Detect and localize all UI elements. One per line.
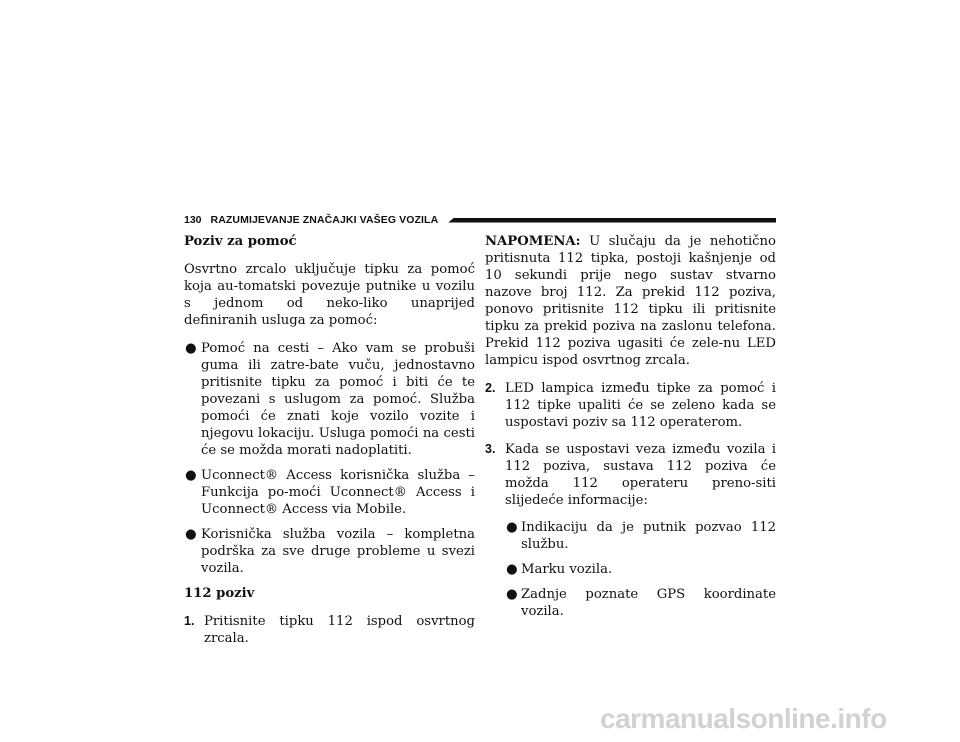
intro-paragraph: Osvrtno zrcalo uključuje tipku za pomoć koja au-tomatski povezuje putnike u vozilu s jednom od neko-liko unaprijed definiranih usluga za pomoć: <box>184 262 475 328</box>
list-item-text: Marku vozila. <box>521 562 613 577</box>
list-item-text: Korisnička služba vozila – kompletna podrška za sve druge probleme u svezi vozila. <box>201 527 475 576</box>
list-item-text: Indikaciju da je putnik pozvao 112 službu. <box>521 520 776 552</box>
list-item-text: Uconnect® Access korisnička služba – Funkcija po-moći Uconnect® Access i Uconnect® Access via Mobile. <box>201 468 475 517</box>
list-item <box>184 340 475 459</box>
step-text: Kada se uspostavi veza između vozila i 112 poziva, sustava 112 poziva će možda 112 operateru preno-siti slijedeće informacije: <box>505 442 776 508</box>
note-text: U slučaju da je nehotično pritisnuta 112 tipka, postoji kašnjenje od 10 sekundi prije nego sustav stvarno nazove broj 112. Za prekid 112 poziva, ponovo pritisnite 112 tipku ili pritisnite tipku za prekid poziva na zaslonu telefona. Prekid 112 poziva ugasiti će zele-nu LED lampicu ispod osvrtnog zrcala. <box>485 234 776 368</box>
step-number: 2. <box>485 381 496 395</box>
bullet-icon: ● <box>506 520 518 535</box>
step-text: Pritisnite tipku 112 ispod osvrtnog zrcala. <box>204 614 475 646</box>
step-3 <box>485 441 776 620</box>
list-item <box>505 519 776 553</box>
list-item <box>505 561 776 578</box>
header-rule <box>448 218 776 223</box>
watermark: carmanualsonline.info <box>600 703 887 734</box>
list-item <box>184 526 475 577</box>
bullet-icon: ● <box>185 341 197 356</box>
list-item-text: Pomoć na cesti – Ako vam se probuši guma ili zatre-bate vuču, jednostavno pritisnite tipku za pomoć i biti će te povezani s uslugom za pomoć. Služba pomoći će znati koje vozilo vozite i njegovu lokaciju. Usluga pomoći na cesti će se možda morati nadoplatiti. <box>201 341 475 458</box>
list-item <box>184 467 475 518</box>
steps-list-right <box>485 380 776 620</box>
steps-list-left <box>184 613 475 647</box>
bullet-icon: ● <box>185 527 197 542</box>
bullet-icon: ● <box>506 587 518 602</box>
help-services-list <box>184 340 475 577</box>
step-1 <box>184 613 475 647</box>
step-2 <box>485 380 776 431</box>
bullet-icon: ● <box>185 468 197 483</box>
page-header <box>184 212 776 228</box>
page-number: 130 <box>184 214 202 226</box>
note-paragraph <box>485 233 776 369</box>
transmitted-info-list <box>505 519 776 620</box>
left-column <box>184 233 475 657</box>
bullet-icon: ● <box>506 562 518 577</box>
step-number: 3. <box>485 442 496 456</box>
right-column <box>485 233 776 630</box>
heading-help-call: Poziv za pomoć <box>184 234 297 249</box>
list-item <box>505 586 776 620</box>
heading-112-call: 112 poziv <box>184 586 255 601</box>
step-number: 1. <box>184 614 195 628</box>
list-item-text: Zadnje poznate GPS koordinate vozila. <box>521 587 776 619</box>
note-label: NAPOMENA: <box>485 234 581 249</box>
section-title: RAZUMIJEVANJE ZNAČAJKI VAŠEG VOZILA <box>210 214 439 226</box>
step-text: LED lampica između tipke za pomoć i 112 tipke upaliti će se zeleno kada se uspostavi poziv sa 112 operaterom. <box>505 381 776 430</box>
